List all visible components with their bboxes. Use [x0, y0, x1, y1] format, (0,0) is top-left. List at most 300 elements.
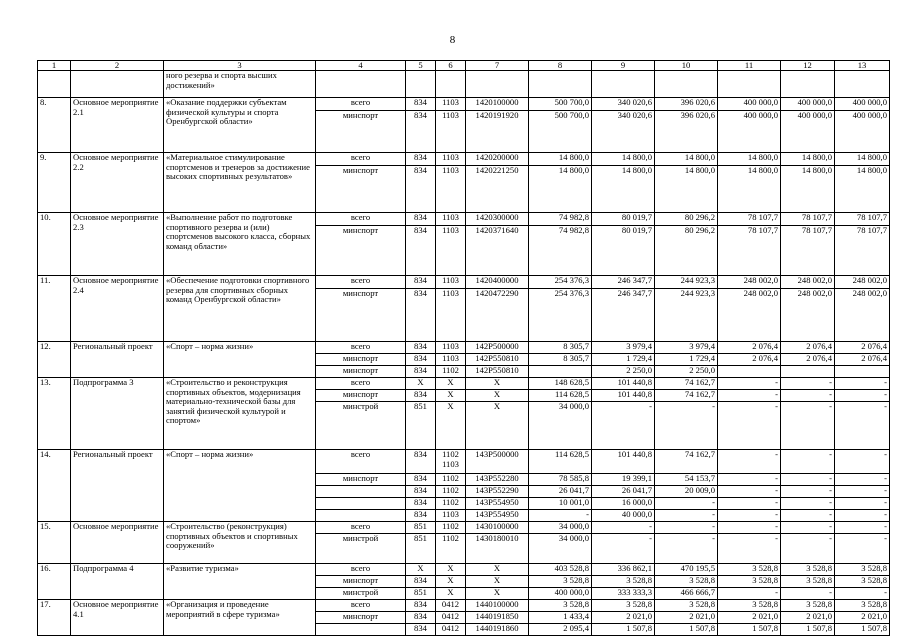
table-row	[38, 213, 890, 226]
value-cell: 78 107,7	[835, 226, 890, 276]
value-cell: 834	[406, 342, 436, 354]
value-cell: 2 021,0	[592, 612, 655, 624]
column-header: 1	[38, 61, 71, 71]
value-cell: 1 433,4	[529, 612, 592, 624]
column-header: 6	[436, 61, 466, 71]
executor-cell: всего	[316, 378, 406, 390]
value-cell: 1102 1103	[436, 450, 466, 474]
value-cell: 834	[406, 600, 436, 612]
value-cell: -	[835, 474, 890, 486]
value-cell: 834	[406, 226, 436, 276]
value-cell: 834	[406, 624, 436, 636]
value-cell: 1 507,8	[592, 624, 655, 636]
value-cell: 78 585,8	[529, 474, 592, 486]
value-cell: 1420191920	[466, 111, 529, 153]
value-cell: 8 305,7	[529, 354, 592, 366]
value-cell: -	[781, 474, 835, 486]
value-cell	[835, 366, 890, 378]
table-row	[38, 71, 890, 98]
value-cell: 3 979,4	[655, 342, 718, 354]
value-cell: 101 440,8	[592, 378, 655, 390]
value-cell: -	[835, 534, 890, 564]
row-number: 15.	[38, 522, 71, 564]
executor-cell: всего	[316, 98, 406, 111]
event-name: «Организация и проведение мероприятий в сфере туризма»	[164, 600, 316, 636]
value-cell: 1440100000	[466, 600, 529, 612]
value-cell: -	[718, 522, 781, 534]
value-cell: 1430100000	[466, 522, 529, 534]
value-cell: 244 923,3	[655, 289, 718, 342]
value-cell: 14 800,0	[592, 166, 655, 213]
executor-cell: минспорт	[316, 166, 406, 213]
value-cell	[718, 71, 781, 98]
executor-cell: всего	[316, 450, 406, 474]
value-cell: 254 376,3	[529, 289, 592, 342]
value-cell: 101 440,8	[592, 450, 655, 474]
value-cell: 0412	[436, 624, 466, 636]
value-cell: 0412	[436, 600, 466, 612]
value-cell: 3 528,8	[835, 564, 890, 576]
event-name: «Обеспечение подготовки спортивного резерва для спортивных сборных команд Оренбургской области»	[164, 276, 316, 342]
executor-cell: минспорт	[316, 354, 406, 366]
executor-cell: всего	[316, 342, 406, 354]
event-type: Основное мероприятие	[71, 522, 164, 564]
value-cell: 3 528,8	[655, 576, 718, 588]
value-cell: 333 333,3	[592, 588, 655, 600]
value-cell: 3 528,8	[781, 576, 835, 588]
value-cell: 74 162,7	[655, 450, 718, 474]
value-cell: 3 979,4	[592, 342, 655, 354]
budget-table	[37, 60, 890, 636]
value-cell: -	[529, 510, 592, 522]
value-cell: 1103	[436, 226, 466, 276]
row-number: 10.	[38, 213, 71, 276]
value-cell: 834	[406, 612, 436, 624]
value-cell: -	[781, 402, 835, 450]
executor-cell	[316, 510, 406, 522]
value-cell: 143P552280	[466, 474, 529, 486]
value-cell: 142P500000	[466, 342, 529, 354]
executor-cell: минспорт	[316, 366, 406, 378]
value-cell	[406, 71, 436, 98]
value-cell: 1102	[436, 522, 466, 534]
event-type: Основное мероприятие 2.4	[71, 276, 164, 342]
table-row	[38, 522, 890, 534]
value-cell: -	[718, 486, 781, 498]
table-row	[38, 276, 890, 289]
value-cell: X	[436, 564, 466, 576]
value-cell: 834	[406, 498, 436, 510]
value-cell: 834	[406, 354, 436, 366]
value-cell: -	[718, 498, 781, 510]
value-cell: 500 700,0	[529, 98, 592, 111]
event-type: Основное мероприятие 2.3	[71, 213, 164, 276]
value-cell: 114 628,5	[529, 390, 592, 402]
value-cell: 1103	[436, 354, 466, 366]
value-cell: 78 107,7	[781, 213, 835, 226]
executor-cell: всего	[316, 153, 406, 166]
value-cell: 400 000,0	[835, 111, 890, 153]
value-cell: 78 107,7	[718, 226, 781, 276]
value-cell: 40 000,0	[592, 510, 655, 522]
value-cell: X	[436, 402, 466, 450]
value-cell: X	[436, 588, 466, 600]
value-cell: -	[655, 534, 718, 564]
value-cell: 143P552290	[466, 486, 529, 498]
event-name: «Выполнение работ по подготовке спортивного резерва и (или) спортсменов высокого класса, сборных команд области»	[164, 213, 316, 276]
event-name: «Строительство и реконструкция спортивных объектов, модернизация материально-технической базы для занятий физической культурой и спортом»	[164, 378, 316, 450]
value-cell: 80 296,2	[655, 213, 718, 226]
value-cell: 834	[406, 510, 436, 522]
table-row	[38, 600, 890, 612]
value-cell: 143P554950	[466, 510, 529, 522]
value-cell: 1102	[436, 498, 466, 510]
value-cell: 34 000,0	[529, 522, 592, 534]
event-type: Основное мероприятие 2.1	[71, 98, 164, 153]
value-cell: -	[781, 498, 835, 510]
value-cell: X	[466, 402, 529, 450]
event-type: Основное мероприятие 4.1	[71, 600, 164, 636]
value-cell: 14 800,0	[835, 166, 890, 213]
value-cell: 396 020,6	[655, 111, 718, 153]
value-cell: 1102	[436, 486, 466, 498]
value-cell: 74 982,8	[529, 213, 592, 226]
value-cell: 3 528,8	[835, 576, 890, 588]
event-name: «Развитие туризма»	[164, 564, 316, 600]
value-cell: -	[718, 402, 781, 450]
value-cell: 3 528,8	[529, 600, 592, 612]
value-cell: -	[781, 522, 835, 534]
value-cell: 834	[406, 153, 436, 166]
executor-cell: минспорт	[316, 474, 406, 486]
value-cell: X	[436, 378, 466, 390]
row-number: 14.	[38, 450, 71, 522]
value-cell: 2 076,4	[781, 342, 835, 354]
value-cell	[466, 71, 529, 98]
value-cell: 834	[406, 98, 436, 111]
value-cell: -	[835, 522, 890, 534]
row-number: 16.	[38, 564, 71, 600]
value-cell: 143P500000	[466, 450, 529, 474]
value-cell: 3 528,8	[835, 600, 890, 612]
value-cell: -	[592, 402, 655, 450]
value-cell: 1103	[436, 98, 466, 111]
value-cell: 403 528,8	[529, 564, 592, 576]
table-row	[38, 378, 890, 390]
value-cell: 500 700,0	[529, 111, 592, 153]
value-cell: X	[466, 576, 529, 588]
value-cell: 851	[406, 534, 436, 564]
value-cell: 834	[406, 213, 436, 226]
value-cell: 16 000,0	[592, 498, 655, 510]
executor-cell: всего	[316, 600, 406, 612]
table-row	[38, 153, 890, 166]
value-cell: 1103	[436, 342, 466, 354]
value-cell: 834	[406, 486, 436, 498]
value-cell: 1420371640	[466, 226, 529, 276]
executor-cell: всего	[316, 213, 406, 226]
value-cell: 14 800,0	[655, 153, 718, 166]
executor-cell	[316, 486, 406, 498]
column-header: 11	[718, 61, 781, 71]
value-cell: 340 020,6	[592, 111, 655, 153]
value-cell: 246 347,7	[592, 276, 655, 289]
value-cell: X	[466, 588, 529, 600]
row-number: 9.	[38, 153, 71, 213]
executor-cell	[316, 498, 406, 510]
row-number: 17.	[38, 600, 71, 636]
row-number: 8.	[38, 98, 71, 153]
executor-cell: минспорт	[316, 390, 406, 402]
table-row	[38, 98, 890, 111]
value-cell: 10 001,0	[529, 498, 592, 510]
value-cell: X	[466, 564, 529, 576]
value-cell	[529, 71, 592, 98]
value-cell: X	[466, 390, 529, 402]
page-number: 8	[449, 34, 456, 46]
value-cell: 1440191850	[466, 612, 529, 624]
executor-cell: минспорт	[316, 289, 406, 342]
value-cell: -	[718, 474, 781, 486]
executor-cell: минстрой	[316, 402, 406, 450]
value-cell: 143P554950	[466, 498, 529, 510]
value-cell	[781, 71, 835, 98]
value-cell: 834	[406, 366, 436, 378]
value-cell: 1440191860	[466, 624, 529, 636]
value-cell: -	[781, 378, 835, 390]
event-type: Подпрограмма 4	[71, 564, 164, 600]
value-cell: 1420472290	[466, 289, 529, 342]
table-row	[38, 564, 890, 576]
value-cell	[655, 71, 718, 98]
value-cell: 1103	[436, 111, 466, 153]
value-cell: 2 076,4	[718, 354, 781, 366]
value-cell: 14 800,0	[781, 153, 835, 166]
column-header: 2	[71, 61, 164, 71]
value-cell: 834	[406, 474, 436, 486]
value-cell: 74 982,8	[529, 226, 592, 276]
value-cell	[781, 366, 835, 378]
value-cell: 834	[406, 576, 436, 588]
value-cell: 834	[406, 276, 436, 289]
value-cell: 834	[406, 450, 436, 474]
column-header: 7	[466, 61, 529, 71]
value-cell: -	[835, 390, 890, 402]
value-cell: 254 376,3	[529, 276, 592, 289]
value-cell: 400 000,0	[718, 111, 781, 153]
value-cell: 26 041,7	[592, 486, 655, 498]
value-cell: 248 002,0	[781, 276, 835, 289]
value-cell: 1420200000	[466, 153, 529, 166]
column-header: 4	[316, 61, 406, 71]
value-cell: 1103	[436, 166, 466, 213]
value-cell: 148 628,5	[529, 378, 592, 390]
value-cell: 3 528,8	[781, 564, 835, 576]
value-cell: 54 153,7	[655, 474, 718, 486]
value-cell: 1102	[436, 534, 466, 564]
value-cell: 400 000,0	[781, 111, 835, 153]
value-cell: 2 250,0	[655, 366, 718, 378]
value-cell: 74 162,7	[655, 390, 718, 402]
value-cell: 400 000,0	[718, 98, 781, 111]
value-cell: X	[466, 378, 529, 390]
event-name: «Оказание поддержки субъектам физической культуры и спорта Оренбургской области»	[164, 98, 316, 153]
value-cell: 3 528,8	[718, 600, 781, 612]
value-cell: 400 000,0	[835, 98, 890, 111]
event-type: Региональный проект	[71, 450, 164, 522]
value-cell: -	[655, 402, 718, 450]
executor-cell: минспорт	[316, 111, 406, 153]
value-cell: 1103	[436, 510, 466, 522]
value-cell: -	[718, 390, 781, 402]
executor-cell: минстрой	[316, 588, 406, 600]
value-cell: 14 800,0	[718, 166, 781, 213]
value-cell: 851	[406, 588, 436, 600]
value-cell: -	[592, 534, 655, 564]
value-cell: 851	[406, 402, 436, 450]
value-cell: 19 399,1	[592, 474, 655, 486]
value-cell: 14 800,0	[529, 153, 592, 166]
value-cell: 14 800,0	[529, 166, 592, 213]
column-header-row	[38, 61, 890, 71]
value-cell: 114 628,5	[529, 450, 592, 474]
value-cell: 834	[406, 111, 436, 153]
value-cell: 34 000,0	[529, 534, 592, 564]
value-cell: 3 528,8	[781, 600, 835, 612]
value-cell: 400 000,0	[781, 98, 835, 111]
value-cell: 14 800,0	[655, 166, 718, 213]
column-header: 12	[781, 61, 835, 71]
event-name: «Спорт – норма жизни»	[164, 342, 316, 378]
value-cell: 0412	[436, 612, 466, 624]
value-cell: 1 507,8	[655, 624, 718, 636]
value-cell: 3 528,8	[529, 576, 592, 588]
column-header: 13	[835, 61, 890, 71]
value-cell: -	[835, 486, 890, 498]
value-cell: -	[718, 450, 781, 474]
value-cell: -	[781, 486, 835, 498]
executor-cell	[316, 624, 406, 636]
value-cell: 20 009,0	[655, 486, 718, 498]
executor-cell: всего	[316, 564, 406, 576]
value-cell: -	[835, 402, 890, 450]
value-cell: -	[835, 450, 890, 474]
value-cell: X	[406, 564, 436, 576]
event-type	[71, 71, 164, 98]
value-cell: 14 800,0	[781, 166, 835, 213]
value-cell: -	[835, 588, 890, 600]
value-cell: 1420400000	[466, 276, 529, 289]
value-cell: 1420300000	[466, 213, 529, 226]
value-cell: -	[781, 534, 835, 564]
value-cell: 26 041,7	[529, 486, 592, 498]
value-cell	[835, 71, 890, 98]
value-cell: -	[781, 510, 835, 522]
executor-cell: минстрой	[316, 534, 406, 564]
value-cell: 400 000,0	[529, 588, 592, 600]
value-cell: 2 250,0	[592, 366, 655, 378]
column-header: 10	[655, 61, 718, 71]
value-cell: -	[718, 534, 781, 564]
value-cell: 78 107,7	[835, 213, 890, 226]
value-cell: 248 002,0	[718, 276, 781, 289]
event-name: «Спорт – норма жизни»	[164, 450, 316, 522]
value-cell: 80 019,7	[592, 226, 655, 276]
value-cell: 2 021,0	[718, 612, 781, 624]
value-cell: -	[655, 510, 718, 522]
row-number	[38, 71, 71, 98]
value-cell: 248 002,0	[781, 289, 835, 342]
value-cell: -	[718, 588, 781, 600]
value-cell: 340 020,6	[592, 98, 655, 111]
executor-cell: минспорт	[316, 226, 406, 276]
value-cell: 3 528,8	[718, 576, 781, 588]
row-number: 12.	[38, 342, 71, 378]
value-cell: 248 002,0	[835, 289, 890, 342]
table-row	[38, 450, 890, 474]
value-cell: -	[835, 510, 890, 522]
value-cell: 3 528,8	[718, 564, 781, 576]
event-type: Основное мероприятие 2.2	[71, 153, 164, 213]
value-cell: 466 666,7	[655, 588, 718, 600]
value-cell	[529, 366, 592, 378]
executor-cell: всего	[316, 276, 406, 289]
value-cell: 1102	[436, 366, 466, 378]
event-name: «Материальное стимулирование спортсменов и тренеров за достижение высоких спортивных результатов»	[164, 153, 316, 213]
column-header: 8	[529, 61, 592, 71]
value-cell: 246 347,7	[592, 289, 655, 342]
value-cell	[592, 71, 655, 98]
value-cell: 1430180010	[466, 534, 529, 564]
value-cell: X	[436, 390, 466, 402]
event-type: Подпрограмма 3	[71, 378, 164, 450]
value-cell: 14 800,0	[592, 153, 655, 166]
value-cell: -	[655, 498, 718, 510]
value-cell: 3 528,8	[655, 600, 718, 612]
value-cell: 470 195,5	[655, 564, 718, 576]
value-cell: 1 729,4	[655, 354, 718, 366]
value-cell: X	[406, 378, 436, 390]
value-cell: 2 076,4	[781, 354, 835, 366]
value-cell: 2 076,4	[718, 342, 781, 354]
value-cell: 1 729,4	[592, 354, 655, 366]
value-cell: 834	[406, 166, 436, 213]
column-header: 9	[592, 61, 655, 71]
value-cell: -	[781, 588, 835, 600]
value-cell: 1 507,8	[718, 624, 781, 636]
value-cell: 396 020,6	[655, 98, 718, 111]
value-cell: 1103	[436, 276, 466, 289]
value-cell: -	[781, 390, 835, 402]
value-cell: 336 862,1	[592, 564, 655, 576]
value-cell: 74 162,7	[655, 378, 718, 390]
value-cell: 1103	[436, 153, 466, 166]
value-cell	[718, 366, 781, 378]
column-header: 5	[406, 61, 436, 71]
executor-cell	[316, 71, 406, 98]
value-cell: -	[781, 450, 835, 474]
column-header: 3	[164, 61, 316, 71]
value-cell: 248 002,0	[835, 276, 890, 289]
value-cell: 2 076,4	[835, 342, 890, 354]
value-cell: 14 800,0	[835, 153, 890, 166]
value-cell: 2 095,4	[529, 624, 592, 636]
value-cell: -	[835, 498, 890, 510]
value-cell: 14 800,0	[718, 153, 781, 166]
executor-cell: всего	[316, 522, 406, 534]
value-cell: 142P550810	[466, 354, 529, 366]
event-name: «Строительство (реконструкция) спортивных объектов и спортивных сооружений»	[164, 522, 316, 564]
